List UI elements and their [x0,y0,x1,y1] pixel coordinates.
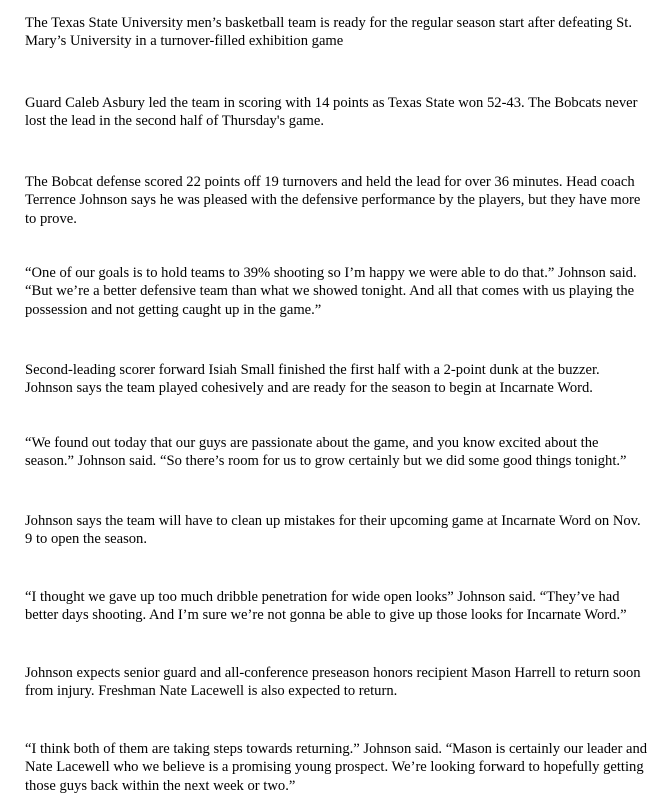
article-paragraph: Johnson expects senior guard and all-conference preseason honors recipient Mason Harrell to return soon from injury. Freshman Nate Lacewell is also expected to return. [25,665,641,700]
article-paragraph: The Bobcat defense scored 22 points off 19 turnovers and held the lead for over 36 minutes. Head coach Terrence Johnson says he was pleased with the defensive performance by the players, but they have more to prove. [25,174,641,227]
article-paragraph: “I think both of them are taking steps towards returning.” Johnson said. “Mason is certainly our leader and Nate Lacewell who we believe is a promising young prospect. We’re looking forward to hopefully getting those guys back within the next week or two.” [25,741,648,794]
article-paragraph: Johnson says the team will have to clean up mistakes for their upcoming game at Incarnate Word on Nov. 9 to open the season. [25,513,641,548]
article-paragraph: “We found out today that our guys are passionate about the game, and you know excited about the season.” Johnson said. “So there’s room for us to grow certainly but we did some good things tonight.” [25,435,627,470]
article-paragraph: “One of our goals is to hold teams to 39% shooting so I’m happy we were able to do that.” Johnson said. “But we’re a better defensive team than what we showed tonight. And all that comes with us playing the possession and not getting caught up in the game.” [25,265,637,318]
article-paragraph: Guard Caleb Asbury led the team in scoring with 14 points as Texas State won 52-43. The Bobcats never lost the lead in the second half of Thursday's game. [25,95,638,130]
article-paragraph: “I thought we gave up too much dribble penetration for wide open looks” Johnson said. “They’ve had better days shooting. And I’m sure we’re not gonna be able to give up those looks for Incarnate Word.” [25,589,627,624]
article-paragraph: Second-leading scorer forward Isiah Small finished the first half with a 2-point dunk at the buzzer. Johnson says the team played cohesively and are ready for the season to begin at Incarnate Word. [25,362,600,397]
article-paragraph: The Texas State University men’s basketball team is ready for the regular season start after defeating St. Mary’s University in a turnover-filled exhibition game [25,15,632,50]
